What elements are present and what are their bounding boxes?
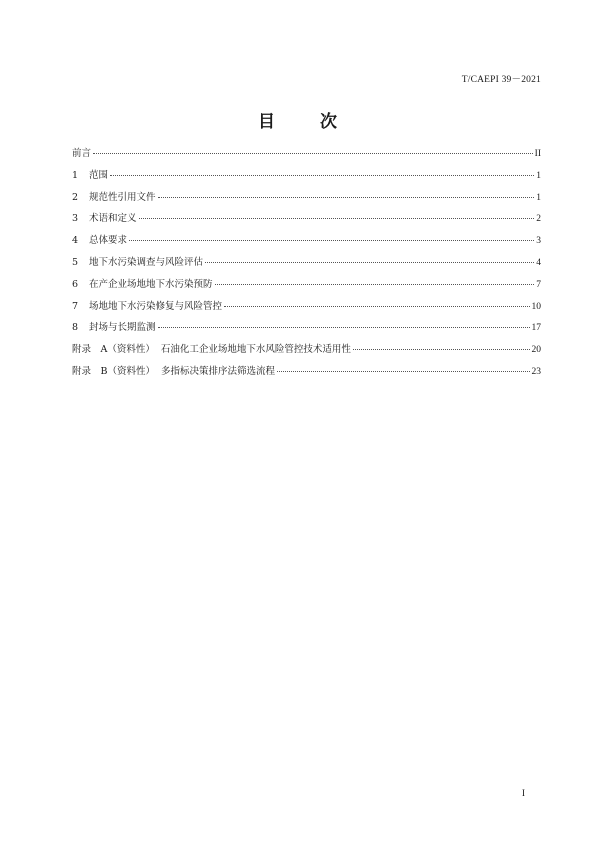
toc-entry-page: 10 xyxy=(531,301,541,312)
toc-entry-page: 2 xyxy=(536,214,541,225)
toc-entry-number: 2 xyxy=(72,191,79,203)
dot-leader xyxy=(224,306,529,307)
toc-entry-label: 场地地下水污染修复与风险管控 xyxy=(89,300,223,312)
toc-entry-2[interactable] xyxy=(72,189,541,211)
toc-entry-label: 多指标决策排序法筛选流程 xyxy=(160,365,275,377)
toc-entry-number: 3 xyxy=(72,213,79,225)
toc-entry-number: 5 xyxy=(72,256,79,268)
dot-leader xyxy=(205,262,534,263)
toc-entry-label: 术语和定义 xyxy=(89,213,137,225)
toc-entry-appendix-b[interactable] xyxy=(72,363,541,385)
toc-entry-label: 范围 xyxy=(89,169,109,181)
toc-entry-label: 封场与长期监测 xyxy=(89,322,156,334)
dot-leader xyxy=(129,240,534,241)
toc-entry-label: 地下水污染调查与风险评估 xyxy=(89,256,204,268)
dot-leader xyxy=(277,371,530,372)
toc-entry-label: 总体要求 xyxy=(89,235,128,247)
toc-entry-number: 1 xyxy=(72,169,79,181)
toc-entry-number: 6 xyxy=(72,278,79,290)
page-number: I xyxy=(521,789,525,799)
toc-entry-4[interactable] xyxy=(72,232,541,254)
toc-entry-page: 1 xyxy=(536,170,541,181)
toc-entry-number: 4 xyxy=(72,235,79,247)
toc-entry-7[interactable] xyxy=(72,298,541,320)
toc-entry-label: 在产企业场地地下水污染预防 xyxy=(89,278,213,290)
table-of-contents xyxy=(72,145,541,385)
toc-entry-page: 1 xyxy=(536,192,541,203)
toc-entry-page: 3 xyxy=(536,236,541,247)
toc-entry-1[interactable] xyxy=(72,167,541,189)
dot-leader xyxy=(158,197,535,198)
toc-entry-6[interactable] xyxy=(72,276,541,298)
toc-entry-5[interactable] xyxy=(72,254,541,276)
toc-entry-page: 20 xyxy=(531,345,541,356)
toc-entry-label: 规范性引用文件 xyxy=(89,191,156,203)
toc-entry-page: 7 xyxy=(536,279,541,290)
toc-entry-number: 7 xyxy=(72,300,79,312)
toc-entry-label: 前言 xyxy=(72,148,92,159)
page-title: 目 次 xyxy=(258,112,351,132)
standard-code: T/CAEPI 39－2021 xyxy=(461,75,541,85)
toc-entry-page: II xyxy=(534,149,541,159)
toc-entry-page: 17 xyxy=(531,323,541,334)
toc-entry-preface[interactable] xyxy=(72,145,541,167)
dot-leader xyxy=(215,284,535,285)
toc-entry-number: 附录 A（资料性） xyxy=(72,344,155,356)
dot-leader xyxy=(139,218,535,219)
dot-leader xyxy=(353,349,530,350)
toc-entry-8[interactable] xyxy=(72,319,541,341)
toc-entry-page: 23 xyxy=(531,366,541,377)
dot-leader xyxy=(110,175,534,176)
toc-entry-number: 8 xyxy=(72,322,79,334)
dot-leader xyxy=(93,153,533,154)
toc-entry-label: 石油化工企业场地地下水风险管控技术适用性 xyxy=(160,344,351,356)
toc-entry-number: 附录 B（资料性） xyxy=(72,365,155,377)
dot-leader xyxy=(158,327,530,328)
toc-entry-3[interactable] xyxy=(72,210,541,232)
toc-entry-page: 4 xyxy=(536,257,541,268)
toc-entry-appendix-a[interactable] xyxy=(72,341,541,363)
